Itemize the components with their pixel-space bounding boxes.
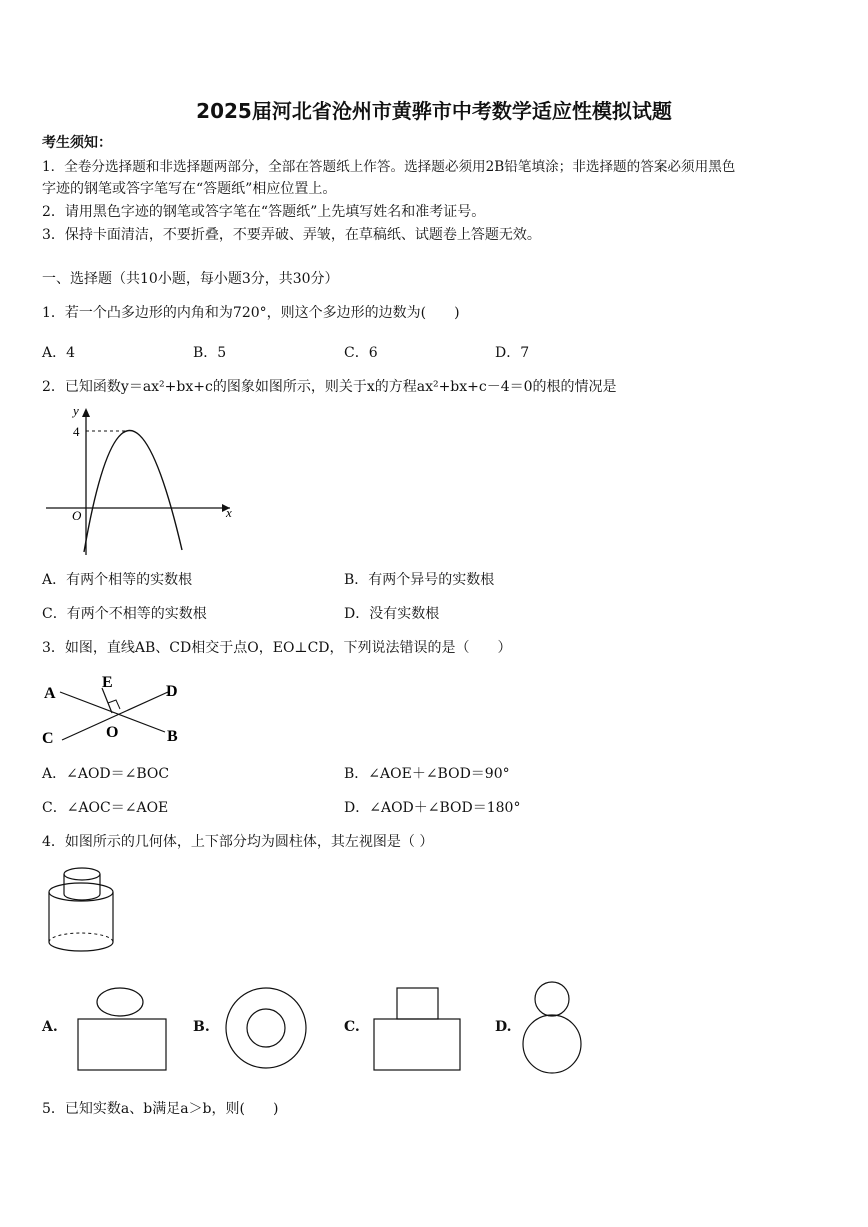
q1-option-d[interactable]: D．7 bbox=[495, 345, 530, 361]
q1-option-c[interactable]: C．6 bbox=[344, 345, 378, 361]
x-axis-label: x bbox=[226, 505, 232, 520]
q1-option-b[interactable]: B．5 bbox=[193, 345, 227, 361]
page-title: 2025届河北省沧州市黄骅市中考数学适应性模拟试题 bbox=[196, 99, 672, 123]
notice-heading: 考生须知： bbox=[42, 135, 112, 151]
point-e-label: E bbox=[102, 674, 113, 691]
q3-option-c[interactable]: C．∠AOC＝∠AOE bbox=[42, 800, 169, 816]
small-rectangle bbox=[397, 988, 438, 1019]
q2-option-b[interactable]: B．有两个异号的实数根 bbox=[344, 572, 495, 588]
q2-option-d[interactable]: D．没有实数根 bbox=[344, 606, 440, 622]
notice-line-2: 2．请用黑色字迹的钢笔或答字笔在“答题纸”上先填写姓名和准考证号。 bbox=[42, 204, 486, 220]
notice-line-3: 3．保持卡面清洁，不要折叠，不要弄破、弄皱，在草稿纸、试题卷上答题无效。 bbox=[42, 227, 541, 243]
q4-option-d-figure[interactable] bbox=[520, 980, 586, 1078]
question-4-stem: 4．如图所示的几何体，上下部分均为圆柱体，其左视图是（ ） bbox=[42, 834, 434, 850]
stacked-cylinders-figure bbox=[44, 862, 124, 954]
parabola-curve bbox=[84, 430, 182, 552]
parabola-graph bbox=[40, 400, 240, 560]
large-circle bbox=[523, 1015, 581, 1073]
q4-option-c-figure[interactable] bbox=[370, 986, 466, 1074]
y-axis-label: y bbox=[73, 403, 79, 418]
point-a-label: A bbox=[44, 685, 56, 702]
q2-option-c[interactable]: C．有两个不相等的实数根 bbox=[42, 606, 207, 622]
point-o-label: O bbox=[106, 724, 119, 741]
point-b-label: B bbox=[167, 728, 178, 745]
question-1-stem: 1．若一个凸多边形的内角和为720°，则这个多边形的边数为( ) bbox=[42, 305, 460, 321]
q4-option-a-letter[interactable]: A. bbox=[42, 1019, 58, 1035]
q2-option-a[interactable]: A．有两个相等的实数根 bbox=[42, 572, 193, 588]
intersecting-lines-figure bbox=[40, 670, 200, 750]
q4-option-c-letter[interactable]: C. bbox=[344, 1019, 360, 1035]
question-3-stem: 3．如图，直线AB、CD相交于点O，EO⊥CD，下列说法错误的是（ ） bbox=[42, 640, 512, 656]
question-2-stem: 2．已知函数y＝ax²+bx+c的图象如图所示，则关于x的方程ax²+bx+c－4＝0的根的情况是 bbox=[42, 379, 617, 395]
q4-option-b-letter[interactable]: B. bbox=[193, 1019, 210, 1035]
q4-option-d-letter[interactable]: D. bbox=[495, 1019, 512, 1035]
tick-label-4: 4 bbox=[73, 424, 80, 439]
big-cylinder-bottom-front bbox=[49, 942, 113, 951]
section-heading: 一、选择题（共10小题，每小题3分，共30分） bbox=[42, 271, 339, 287]
ray-oe bbox=[102, 688, 112, 713]
big-cylinder-top bbox=[49, 883, 113, 901]
small-cylinder-top bbox=[64, 868, 100, 880]
question-5-stem: 5．已知实数a、b满足a＞b，则( ) bbox=[42, 1101, 279, 1117]
ellipse-shape bbox=[97, 988, 143, 1016]
big-cylinder-bottom-back bbox=[49, 933, 113, 942]
notice-line-1: 1．全卷分选择题和非选择题两部分，全部在答题纸上作答。选择题必须用2B铅笔填涂；非选择题的答案必须用黑色 bbox=[42, 159, 736, 175]
point-c-label: C bbox=[42, 730, 54, 747]
rectangle-shape bbox=[78, 1019, 166, 1070]
q4-option-a-figure[interactable] bbox=[74, 986, 170, 1074]
outer-circle bbox=[226, 988, 306, 1068]
y-axis-arrow bbox=[82, 408, 90, 417]
point-d-label: D bbox=[166, 683, 178, 700]
notice-line-1b: 字迹的钢笔或答字笔写在“答题纸”相应位置上。 bbox=[42, 181, 337, 197]
q1-option-a[interactable]: A．4 bbox=[42, 345, 76, 361]
large-rectangle bbox=[374, 1019, 460, 1070]
small-circle bbox=[535, 982, 569, 1016]
small-cylinder-bottom bbox=[64, 894, 100, 900]
inner-circle bbox=[247, 1009, 285, 1047]
q3-option-a[interactable]: A．∠AOD＝∠BOC bbox=[42, 766, 170, 782]
q4-option-b-figure[interactable] bbox=[222, 986, 310, 1074]
q3-option-d[interactable]: D．∠AOD＋∠BOD＝180° bbox=[344, 800, 521, 816]
q3-option-b[interactable]: B．∠AOE＋∠BOD＝90° bbox=[344, 766, 510, 782]
origin-label: O bbox=[72, 508, 82, 523]
